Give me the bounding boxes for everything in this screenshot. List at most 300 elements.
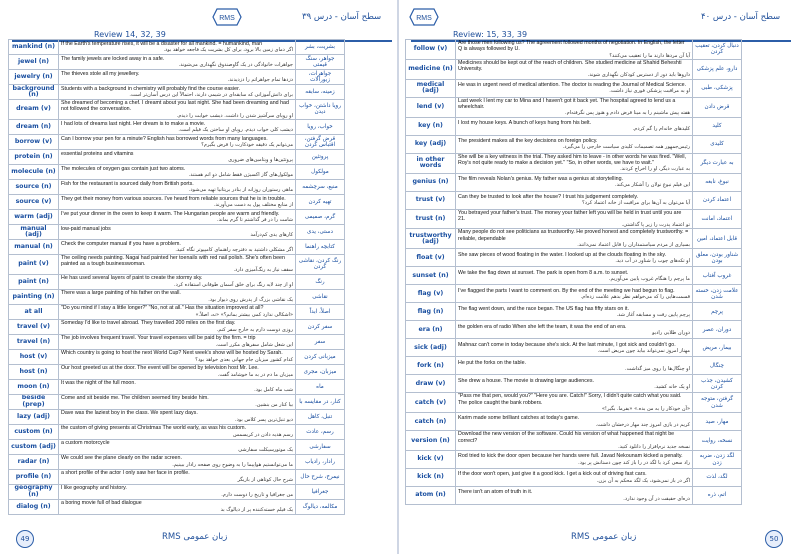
- vocab-row: [9, 55, 345, 70]
- persian-translation: رسم هدیه دادن در کریسمس: [232, 431, 293, 438]
- persian-translation: یک موتورسیکلت سفارشی: [238, 446, 293, 453]
- vocab-word: trust (n): [406, 209, 456, 229]
- vocab-word: key (n): [406, 117, 456, 135]
- english-example: If the Earth's temperature rises, it will be a disaster for all mankind. = humankind, man: [61, 40, 263, 47]
- vocab-row: [406, 79, 742, 97]
- english-example: She saw pieces of wood floating in the water. I looked up at the clouds floating in the sky.: [458, 251, 667, 258]
- vocab-row: [9, 454, 345, 469]
- persian-meaning: رنگ: [296, 274, 345, 289]
- english-example: They get their money from various sources. I've heard from reliable sources that he is in trouble.: [61, 195, 286, 202]
- english-example: Come and sit beside me. The children seemed tiny beside him.: [61, 395, 209, 402]
- english-example: He has used several layers of paint to create the stormy sky.: [61, 275, 203, 282]
- persian-meaning: قرض دادن: [693, 97, 742, 117]
- vocab-row: [9, 349, 345, 364]
- persian-meaning: لگد زدن، ضربه زدن: [693, 451, 742, 469]
- example-cell: [59, 469, 296, 484]
- persian-meaning: ماه: [296, 379, 345, 394]
- vocab-word: custom (adj): [9, 439, 59, 454]
- english-example: a custom motorcycle: [61, 440, 110, 447]
- persian-translation: او به مراقبت پزشکی فوری نیاز داشت.: [609, 88, 690, 95]
- vocab-word: trustworthy (adj): [406, 229, 456, 249]
- persian-meaning: مهار، صید: [693, 413, 742, 431]
- persian-translation: اگر در باز نمی‌شود، یک لگد محکم به آن بزن.: [596, 477, 690, 484]
- book-title: سطح آسان - درس ۴۰: [701, 12, 781, 22]
- persian-meaning: نسخه، روایت: [693, 431, 742, 451]
- persian-meaning: کتابچه راهنما: [296, 239, 345, 254]
- english-example: I've flagged the parts I want to comment on. By the end of the meeting we had begun to flag.: [458, 287, 675, 294]
- rms-logo: [409, 7, 439, 27]
- vocab-word: flag (n): [406, 303, 456, 321]
- left-page: [2, 0, 396, 554]
- english-example: the custom of giving presents at Christmas The world early, as was his custom.: [61, 425, 246, 432]
- persian-meaning: رسم، عادت: [296, 424, 345, 439]
- persian-meaning: قرض گرفتن، اقتباس کردن: [296, 134, 345, 149]
- persian-translation: ماهی رستوران روزانه از بنادر بریتانیا تهیه می‌شود.: [188, 186, 293, 193]
- vocab-word: trust (v): [406, 191, 456, 209]
- vocab-row: [406, 303, 742, 321]
- persian-translation: او تکه‌های چوب را شناور در آب دید.: [615, 257, 690, 264]
- vocab-word: profile (n): [9, 469, 59, 484]
- vocab-word: flag (v): [406, 285, 456, 303]
- example-cell: [456, 375, 693, 393]
- example-cell: [456, 469, 693, 487]
- vocab-word: in other words: [406, 153, 456, 173]
- persian-translation: دیشب کلی خواب دیدم. رویای او ساختن یک فیلم است.: [178, 126, 293, 133]
- vocab-word: key (adj): [406, 135, 456, 153]
- english-example: You betrayed your father's trust. The money your father left you will be held in trust until you are 21.: [458, 209, 682, 222]
- vocab-row: [9, 409, 345, 424]
- english-example: I had lots of dreams last night. Her dream is to make a movie.: [61, 120, 206, 127]
- persian-translation: نسخه جدید نرم‌افزار را دانلود کنید.: [618, 443, 690, 450]
- english-example: The ceiling needs painting. Nagai had painted her toenails with red nail polish. She's often been painted as a tough businesswoman.: [61, 254, 285, 268]
- vocab-row: [9, 334, 345, 349]
- vocab-row: [406, 451, 742, 469]
- persian-meaning: جغرافیا: [296, 484, 345, 499]
- persian-meaning: کشیدن، جذب کردن: [693, 375, 742, 393]
- vocab-row: [9, 319, 345, 334]
- persian-meaning: پزشکی، طبی: [693, 79, 742, 97]
- persian-translation: کریم در بازی امروز چند مهار درخشان داشت.: [595, 421, 690, 428]
- vocab-word: custom (n): [9, 424, 59, 439]
- persian-translation: هفته پیش ماشینم را به مینا قرض دادم و هنوز پس نگرفته‌ام.: [565, 110, 690, 117]
- persian-translation: پرچم پایین رفت و مسابقه آغاز شد.: [616, 311, 690, 318]
- vocab-word: protein (n): [9, 149, 59, 164]
- english-example: The molecules of oxygen gas contain just two atoms.: [61, 165, 186, 172]
- vocab-word: source (n): [9, 179, 59, 194]
- vocab-row: [9, 194, 345, 209]
- persian-meaning: سفر کردن: [296, 319, 345, 334]
- persian-translation: یک فیلم خسته‌کننده پر از دیالوگ بد: [220, 506, 293, 513]
- vocab-row: [406, 135, 742, 153]
- page-number: 49: [16, 530, 34, 548]
- english-example: Can they be trusted to look after the house? I trust his judgement completely.: [458, 193, 639, 200]
- english-example: Students with a background in chemistry will probably find the course easier.: [61, 85, 241, 92]
- example-cell: [456, 357, 693, 375]
- english-example: low-paid manual jobs: [61, 225, 111, 232]
- vocab-row: [406, 59, 742, 79]
- vocab-row: [9, 274, 345, 289]
- english-example: There was a large painting of his father on the wall.: [61, 290, 181, 297]
- example-cell: [456, 173, 693, 191]
- persian-translation: سقف نیاز به رنگ‌آمیزی دارد.: [233, 267, 293, 274]
- vocab-word: float (v): [406, 249, 456, 267]
- example-cell: [59, 149, 296, 164]
- persian-translation: مهناز امروز نمی‌تواند بیاید چون مریض است.: [597, 347, 690, 354]
- persian-meaning: سفارشی: [296, 439, 345, 454]
- left-page-header: [2, 6, 396, 39]
- persian-meaning: گرفتن، متوجه شدن: [693, 393, 742, 413]
- footer-title: زبان عمومی RMS: [571, 532, 637, 542]
- english-example: Karim made some brilliant catches at today's game.: [458, 415, 580, 422]
- persian-translation: شامت را در فر گذاشتم تا گرم بماند.: [216, 216, 293, 223]
- example-cell: [456, 229, 693, 249]
- vocab-row: [9, 149, 345, 164]
- persian-translation: برای دانش‌آموزانی که سابقه‌ای در شیمی دارند، احتمالاً این درس آسان‌تر است.: [129, 92, 293, 98]
- vocab-row: [9, 134, 345, 149]
- persian-translation: کدام کشور میزبان جام جهانی بعدی خواهد بود؟: [195, 356, 293, 363]
- persian-translation: راد سعی کرد با لگد در را باز کند چون دستانش پر بود.: [578, 459, 690, 466]
- persian-meaning: رویا داشتن، خواب دیدن: [296, 100, 345, 120]
- persian-meaning: خواب، رویا: [296, 119, 345, 134]
- english-example: Which country is going to host the next World Cup? Next week's show will be hosted by Sarah.: [61, 350, 283, 357]
- vocab-word: version (n): [406, 431, 456, 451]
- example-cell: [59, 224, 296, 239]
- vocab-word: sunset (n): [406, 267, 456, 285]
- footer-title: زبان عمومی RMS: [162, 532, 228, 542]
- example-cell: [456, 97, 693, 117]
- vocab-word: era (n): [406, 321, 456, 339]
- vocab-word: medicine (n): [406, 59, 456, 79]
- example-cell: [456, 451, 693, 469]
- vocab-row: [9, 70, 345, 85]
- example-cell: [59, 134, 296, 149]
- english-example: The film reveals Nolan's genius. My father was a genius at storytelling.: [458, 175, 623, 182]
- vocab-word: manual (n): [9, 239, 59, 254]
- example-cell: [456, 285, 693, 303]
- vocab-row: [406, 431, 742, 451]
- vocab-row: [9, 394, 345, 409]
- vocab-row: [9, 224, 345, 239]
- persian-meaning: لگد، لذت: [693, 469, 742, 487]
- example-cell: [456, 191, 693, 209]
- vocab-row: [9, 254, 345, 274]
- example-cell: [59, 409, 296, 424]
- right-page: [401, 0, 795, 554]
- example-cell: [456, 487, 693, 505]
- persian-translation: «آن خودکار را به من بده.» «بفرما. بگیر!»: [601, 405, 690, 412]
- example-cell: [59, 334, 296, 349]
- persian-translation: داروها باید دور از دسترس کودکان نگهداری شوند.: [587, 72, 690, 79]
- persian-meaning: شناور بودن، معلق بودن: [693, 249, 742, 267]
- persian-meaning: نیمرخ، شرح حال: [296, 469, 345, 484]
- english-example: Many people do not see politicians as trustworthy. He proved honest and completely trustworthy. = reliable, dependable: [458, 229, 689, 242]
- persian-translation: میزبان ما دم در به ما خوشامد گفت.: [217, 371, 293, 378]
- example-cell: [456, 117, 693, 135]
- english-example: "Pass me that pen, would you?" "Here you are. Catch!" Sorry, I didn't quite catch what you said. The police caught the bank robbers.: [458, 393, 682, 406]
- persian-meaning: سفر: [296, 334, 345, 349]
- persian-translation: کارهای یدی کم‌درآمد: [250, 231, 293, 238]
- vocab-row: [406, 321, 742, 339]
- persian-translation: «اشکالی ندارد کمی بیشتر بمانم؟» «نه، اصلاً.»: [195, 311, 293, 318]
- persian-meaning: به عبارت دیگر: [693, 153, 742, 173]
- review-label: Review 14, 32, 39: [94, 30, 294, 40]
- persian-meaning: منبع، سرچشمه: [296, 179, 345, 194]
- example-cell: [456, 339, 693, 357]
- vocab-row: [406, 249, 742, 267]
- vocab-word: lend (v): [406, 97, 456, 117]
- persian-translation: پروتئین‌ها و ویتامین‌های ضروری: [228, 156, 293, 163]
- vocab-word: at all: [9, 304, 59, 319]
- vocab-row: [9, 85, 345, 100]
- vocab-row: [9, 40, 345, 55]
- english-example: Download the new version of the software. Could his version of what happened that night be correct?: [458, 431, 675, 444]
- vocab-word: borrow (v): [9, 134, 59, 149]
- english-example: The job involves frequent travel. Your travel expenses will be paid by the firm. = trip: [61, 335, 256, 342]
- english-example: Check the computer manual if you have a problem.: [61, 240, 181, 247]
- english-example: essential proteins and vitamins: [61, 150, 134, 157]
- persian-translation: یک نقاشی بزرگ از پدرش روی دیوار بود.: [208, 296, 293, 303]
- persian-meaning: دستی، یدی: [296, 224, 345, 239]
- vocab-word: sick (adj): [406, 339, 456, 357]
- english-example: Our host greeted us at the door. The event will be opened by television host Mr. Lee.: [61, 365, 259, 372]
- english-example: She drew a house. The movie is drawing large audiences.: [458, 377, 594, 384]
- english-example: Dave was the laziest boy in the class. We spent lazy days.: [61, 410, 198, 417]
- english-example: a boring movie full of bad dialogue: [61, 500, 142, 507]
- vocab-word: moon (n): [9, 379, 59, 394]
- vocab-row: [9, 304, 345, 319]
- persian-meaning: اعتماد کردن: [693, 191, 742, 209]
- persian-translation: به عبارت دیگر، او را اخراج کردند.: [620, 166, 690, 173]
- english-example: I've put your dinner in the oven to keep it warm. The Hungarian people are warm and friendly.: [61, 210, 280, 217]
- english-example: She dreamed of becoming a chef. I dreamt about you last night. She had been dreaming and had not followed the conversation.: [61, 100, 289, 113]
- persian-meaning: اتم، ذره: [693, 487, 742, 505]
- svg-text:RMS: RMS: [416, 15, 432, 22]
- persian-meaning: اعتماد، امانت: [693, 209, 742, 229]
- english-example: He put the forks on the table.: [458, 359, 527, 366]
- english-example: "Do you mind if I stay a little longer?" "No, not at all." Has the situation improved at all?: [61, 305, 264, 312]
- persian-translation: دوران طلایی رادیو: [652, 329, 690, 336]
- english-example: We could see the plane clearly on the radar screen.: [61, 455, 182, 462]
- english-example: The family jewels are locked away in a safe.: [61, 55, 165, 62]
- svg-text:RMS: RMS: [219, 15, 235, 22]
- english-example: He was in urgent need of medical attention. The doctor is reading the Journal of Medical Science.: [458, 81, 687, 88]
- persian-translation: او چنگال‌ها را روی میز گذاشت.: [624, 365, 690, 372]
- persian-meaning: بیمار، مریض: [693, 339, 742, 357]
- persian-meaning: بشریت، بشر: [296, 40, 345, 55]
- persian-meaning: تهیه کردن: [296, 194, 345, 209]
- example-cell: [59, 439, 296, 454]
- english-example: There isn't an atom of truth in it.: [458, 489, 533, 496]
- persian-meaning: زمینه، سابقه: [296, 85, 345, 100]
- persian-meaning: پروتئین: [296, 149, 345, 164]
- example-cell: [456, 79, 693, 97]
- vocab-row: [9, 439, 345, 454]
- vocab-row: [9, 364, 345, 379]
- vocab-word: geography (n): [9, 484, 59, 499]
- persian-meaning: رنگ کردن، نقاشی کردن: [296, 254, 345, 274]
- persian-meaning: گرم، صمیمی: [296, 209, 345, 224]
- example-cell: [456, 267, 693, 285]
- vocab-row: [406, 153, 742, 173]
- vocab-word: travel (v): [9, 319, 59, 334]
- example-cell: [59, 499, 296, 514]
- english-example: the golden era of radio When she left the team, it was the end of an era.: [458, 323, 627, 330]
- persian-meaning: مولکول: [296, 164, 345, 179]
- vocab-word: dream (v): [9, 100, 59, 120]
- english-example: Medicines should be kept out of the reach of children. She studied medicine at Shahid Beheshti University.: [458, 59, 682, 73]
- english-example: The flag went down, and the race began. The US flag has fifty stars on it.: [458, 305, 629, 312]
- vocab-word: paint (n): [9, 274, 59, 289]
- vocab-word: source (v): [9, 194, 59, 209]
- vocab-word: warm (adj): [9, 209, 59, 224]
- example-cell: [456, 209, 693, 229]
- persian-translation: دزدها تمام جواهراتم را دزدیدند.: [227, 77, 293, 83]
- vocab-word: background (n): [9, 85, 59, 100]
- vocab-row: [9, 179, 345, 194]
- vocab-word: catch (n): [406, 413, 456, 431]
- vocab-table: [405, 39, 742, 505]
- persian-meaning: نبوغ، نابغه: [693, 173, 742, 191]
- english-example: Someday I'd like to travel abroad. They travelled 200 miles on the first day.: [61, 320, 236, 327]
- vocab-row: [406, 191, 742, 209]
- persian-meaning: علامت زدن، خسته شدن: [693, 285, 742, 303]
- example-cell: [59, 454, 296, 469]
- persian-translation: دیو تنبل‌ترین پسر کلاس بود.: [235, 416, 293, 423]
- english-example: The president makes all the key decisions on foreign policy.: [458, 137, 598, 144]
- english-example: Are those men following us? The agreement followed months of negotiation. In English, the letter Q is always followed by U.: [458, 40, 685, 53]
- persian-translation: من جغرافیا و تاریخ را دوست دارم.: [221, 491, 293, 498]
- persian-meaning: دوران، عصر: [693, 321, 742, 339]
- example-cell: [59, 424, 296, 439]
- vocab-row: [9, 209, 345, 224]
- persian-meaning: رادار، رادیاب: [296, 454, 345, 469]
- example-cell: [59, 484, 296, 499]
- vocab-word: radar (n): [9, 454, 59, 469]
- persian-translation: بسیاری از مردم سیاستمداران را قابل اعتماد نمی‌دانند.: [577, 242, 690, 249]
- vocab-word: catch (v): [406, 393, 456, 413]
- example-cell: [59, 254, 296, 274]
- persian-meaning: جواهرات، زیورآلات: [296, 70, 345, 85]
- persian-translation: او از چند لایه رنگ برای خلق آسمان طوفانی استفاده کرد.: [174, 281, 293, 288]
- persian-translation: این شغل شامل سفرهای مکرر است.: [215, 341, 293, 348]
- vocab-row: [406, 357, 742, 375]
- persian-meaning: غروب آفتاب: [693, 267, 742, 285]
- persian-translation: شرح حال کوتاهی از بازیگر: [237, 476, 293, 483]
- english-example: She will be a key witness in the trial. They asked him to leave - in other words he was fired. "Well, Roy's not quite ready to make a decision yet." "So, in other words, we have to wait.": [458, 153, 687, 166]
- left-page-footer: [2, 528, 396, 548]
- vocab-row: [406, 339, 742, 357]
- example-cell: [59, 119, 296, 134]
- persian-translation: این فیلم نبوغ نولان را آشکار می‌کند.: [615, 182, 690, 189]
- example-cell: [456, 321, 693, 339]
- vocab-row: [406, 229, 742, 249]
- book-title: سطح آسان - درس ۳۹: [302, 12, 382, 22]
- vocab-row: [406, 285, 742, 303]
- persian-meaning: کلیدی: [693, 135, 742, 153]
- persian-translation: شب ماه کامل بود.: [254, 386, 293, 393]
- persian-translation: کلیدهای خانه‌ام را گم کردم.: [632, 126, 690, 133]
- persian-meaning: دارو، علم پزشکی: [693, 59, 742, 79]
- example-cell: [59, 194, 296, 209]
- vocab-row: [406, 375, 742, 393]
- vocab-row: [9, 164, 345, 179]
- persian-translation: آیا می‌توان به آن‌ها برای مراقبت از خانه اعتماد کرد؟: [582, 200, 690, 207]
- vocab-word: painting (n): [9, 289, 59, 304]
- english-example: If the door won't open, just give it a good kick. I get a kick out of driving fast cars.: [458, 471, 647, 478]
- vocab-row: [9, 289, 345, 304]
- example-cell: [456, 393, 693, 413]
- vocab-word: mankind (n): [9, 40, 59, 55]
- persian-translation: ذره‌ای حقیقت در آن وجود ندارد.: [623, 495, 690, 502]
- vocab-row: [406, 413, 742, 431]
- persian-meaning: نقاشی: [296, 289, 345, 304]
- example-cell: [59, 40, 296, 55]
- vocab-word: paint (v): [9, 254, 59, 274]
- vocab-table: [8, 39, 345, 515]
- vocab-row: [9, 484, 345, 499]
- example-cell: [456, 303, 693, 321]
- english-example: Rod tried to kick the door open because her hands were full. Javad Nekounam kicked a penalty.: [458, 453, 683, 460]
- example-cell: [59, 364, 296, 379]
- persian-meaning: میزبانی کردن: [296, 349, 345, 364]
- example-cell: [59, 394, 296, 409]
- persian-meaning: تنبل، کاهل: [296, 409, 345, 424]
- page-number: 50: [765, 530, 783, 548]
- vocab-word: lazy (adj): [9, 409, 59, 424]
- persian-translation: از منابع مختلف پول به دست می‌آورند.: [213, 201, 293, 208]
- vocab-row: [9, 119, 345, 134]
- example-cell: [59, 100, 296, 120]
- vocab-word: beside (prep): [9, 394, 59, 409]
- right-page-footer: [401, 528, 795, 548]
- example-cell: [59, 239, 296, 254]
- persian-meaning: قابل اعتماد، امین: [693, 229, 742, 249]
- persian-translation: می‌توانم یک دقیقه خودکارت را قرض بگیرم؟: [201, 141, 293, 148]
- persian-meaning: میزبان، مجری: [296, 364, 345, 379]
- vocab-word: jewelry (n): [9, 70, 59, 85]
- english-example: It was the night of the full moon.: [61, 380, 136, 387]
- vocab-row: [406, 393, 742, 413]
- example-cell: [59, 319, 296, 334]
- persian-meaning: چنگال: [693, 357, 742, 375]
- example-cell: [59, 179, 296, 194]
- vocab-row: [406, 469, 742, 487]
- vocab-row: [9, 100, 345, 120]
- example-cell: [59, 55, 296, 70]
- example-cell: [59, 85, 296, 100]
- example-cell: [59, 70, 296, 85]
- persian-meaning: جواهر، سنگ قیمتی: [296, 55, 345, 70]
- english-example: We take the flag down at sunset. The park is open from 8 a.m. to sunset.: [458, 269, 629, 276]
- vocab-word: medical (adj): [406, 79, 456, 97]
- rms-logo: [212, 7, 242, 27]
- vocab-row: [406, 267, 742, 285]
- persian-meaning: مکالمه، دیالوگ: [296, 499, 345, 514]
- persian-translation: اگر مشکلی داشتید به دفترچه راهنمای کامپیوتر نگاه کنید.: [175, 246, 293, 253]
- example-cell: [59, 274, 296, 289]
- vocab-word: atom (n): [406, 487, 456, 505]
- vocab-word: manual (adj): [9, 224, 59, 239]
- persian-translation: رئیس‌جمهور همه تصمیمات کلیدی سیاست خارجی را می‌گیرد.: [562, 144, 690, 151]
- persian-meaning: اصلاً، ابداً: [296, 304, 345, 319]
- persian-translation: او رویای سرآشپز شدن را داشت. دیشب خوابت را دیدم.: [176, 112, 293, 119]
- persian-meaning: کلید: [693, 117, 742, 135]
- example-cell: [59, 379, 296, 394]
- example-cell: [59, 209, 296, 224]
- english-example: Fish for the restaurant is sourced daily from British ports.: [61, 180, 194, 187]
- vocab-word: kick (v): [406, 451, 456, 469]
- example-cell: [59, 304, 296, 319]
